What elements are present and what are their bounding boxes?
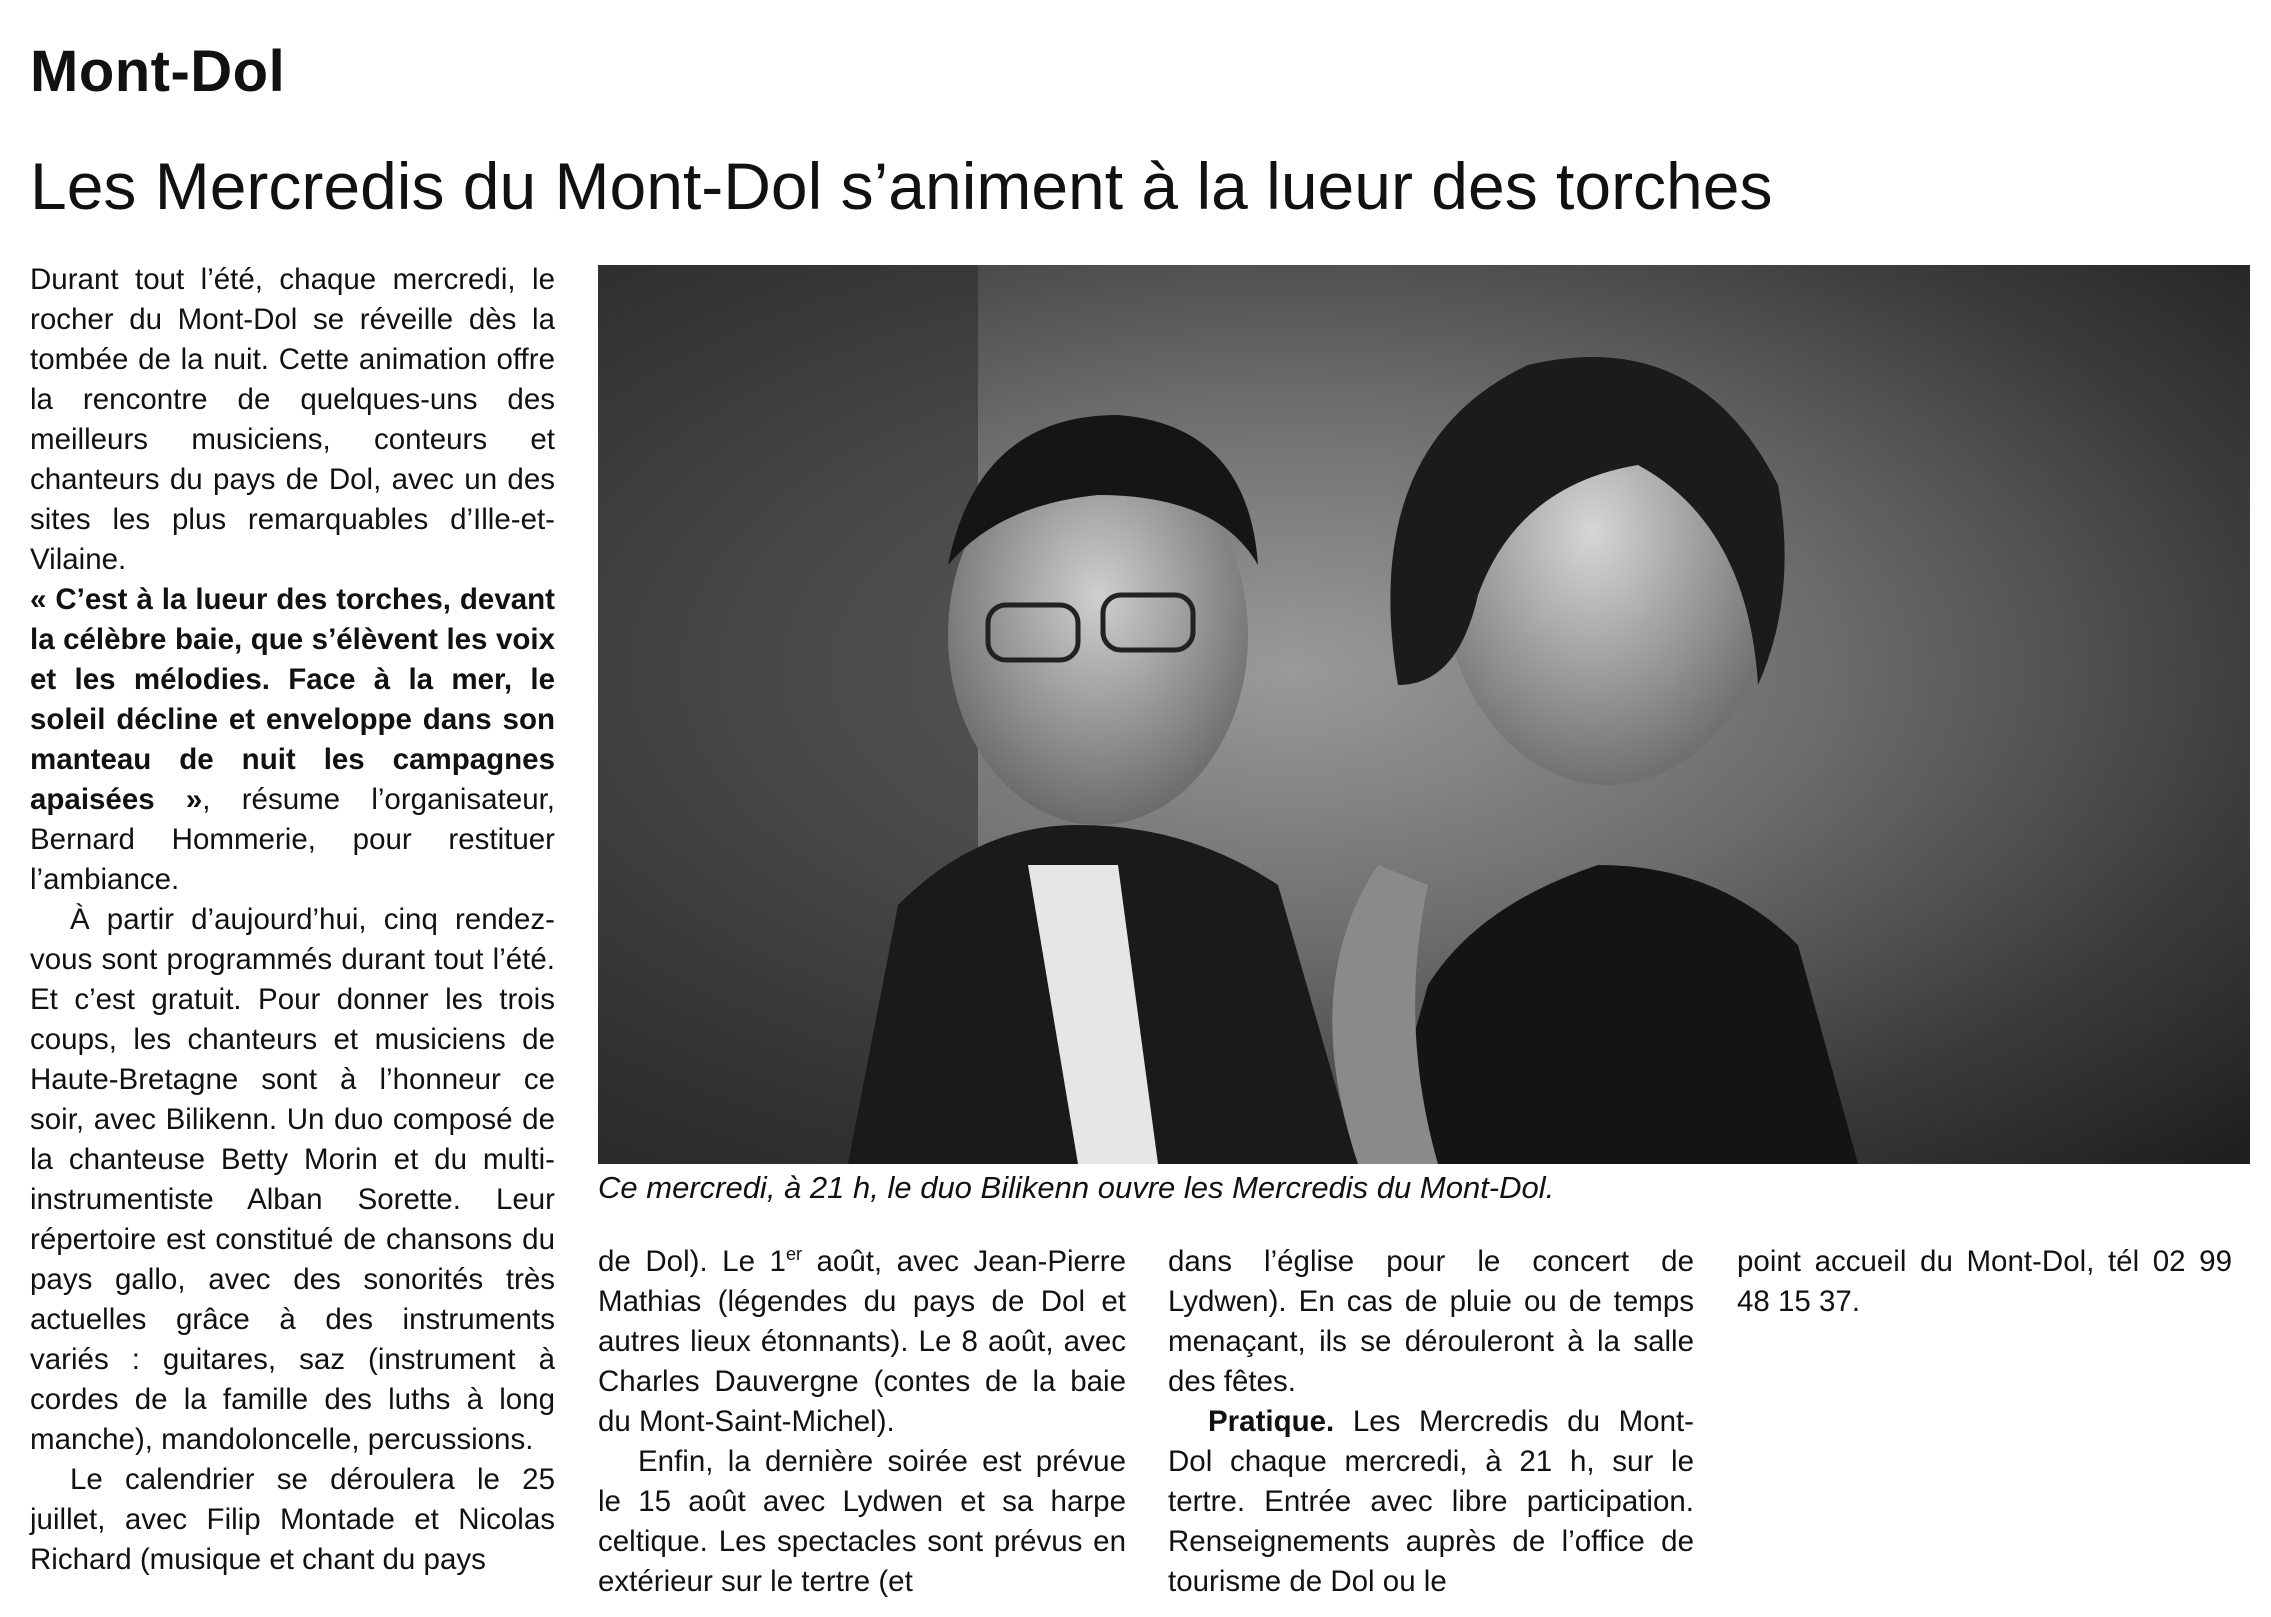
paragraph-tail: , résume l’organisateur, Bernard Hommerie, pour restituer l’ambiance. — [30, 783, 555, 896]
practical-text: Les Mercredis du Mont-Dol chaque mercredi, à 21 h, sur le tertre. Entrée avec libre participation. Renseignements auprès de l’office de tourisme de Dol ou le — [1168, 1405, 1694, 1598]
paragraph — [598, 1242, 1126, 1442]
paragraph: Enfin, la dernière soirée est prévue le 15 août avec Lydwen et sa harpe celtique. Les spectacles sont prévus en extérieur sur le tertre (et — [598, 1445, 1126, 1598]
pull-quote: « C’est à la lueur des torches, devant la célèbre baie, que s’élèvent les voix et les mélodies. Face à la mer, le soleil décline et enveloppe dans son manteau de nuit les campagnes apaisées » — [30, 583, 555, 816]
section-kicker: Mont-Dol — [30, 39, 286, 104]
paragraph: point accueil du Mont-Dol, tél 02 99 48 15 37. — [1737, 1245, 2232, 1318]
duo-portrait-illustration — [598, 265, 2250, 1164]
photo-caption: Ce mercredi, à 21 h, le duo Bilikenn ouvre les Mercredis du Mont-Dol. — [598, 1170, 1555, 1205]
paragraph-part: de Dol). Le 1 — [598, 1245, 786, 1278]
paragraph: À partir d’aujourd’hui, cinq rendez-vous sont programmés durant tout l’été. Et c’est gratuit. Pour donner les trois coups, les chanteurs et musiciens de Haute-Bretagne sont à l’honneur ce soir, avec Bilikenn. Un duo composé de la chanteuse Betty Morin et du multi-instrumentiste Alban Sorette. Leur répertoire est constitué de chansons du pays gallo, avec des sonorités très actuelles grâce à des instruments variés : guitares, saz (instrument à cordes de la famille des luths à long manche), mandoloncelle, percussions. — [30, 903, 555, 1456]
article-column-4 — [1737, 1242, 2232, 1322]
article-column-1 — [30, 260, 555, 1580]
paragraph-lead: Durant tout l’été, chaque mercredi, le rocher du Mont-Dol se réveille dès la tombée de la nuit. Cette animation offre la rencontre de quelques-uns des meilleurs musiciens, conteurs et chanteurs du pays de Dol, avec un des sites les plus remarquables d’Ille-et-Vilaine. — [30, 263, 555, 576]
paragraph — [1168, 1402, 1694, 1602]
ordinal-suffix: er — [785, 1244, 802, 1265]
article-headline: Les Mercredis du Mont-Dol s’animent à la lueur des torches — [30, 149, 1773, 223]
practical-label: Pratique. — [1208, 1405, 1335, 1438]
article-column-3 — [1168, 1242, 1694, 1602]
paragraph-part: août, avec Jean-Pierre Mathias (légendes du pays de Dol et autres lieux étonnants). Le 8 août, avec Charles Dauvergne (contes de la baie du Mont-Saint-Michel). — [598, 1245, 1127, 1438]
paragraph — [30, 260, 555, 900]
paragraph: dans l’église pour le concert de Lydwen). En cas de pluie ou de temps menaçant, ils se dérouleront à la salle des fêtes. — [1168, 1245, 1694, 1398]
paragraph: Le calendrier se déroulera le 25 juillet, avec Filip Montade et Nicolas Richard (musique et chant du pays — [30, 1463, 555, 1576]
article-column-2 — [598, 1242, 1126, 1602]
article-photo — [598, 265, 2250, 1164]
